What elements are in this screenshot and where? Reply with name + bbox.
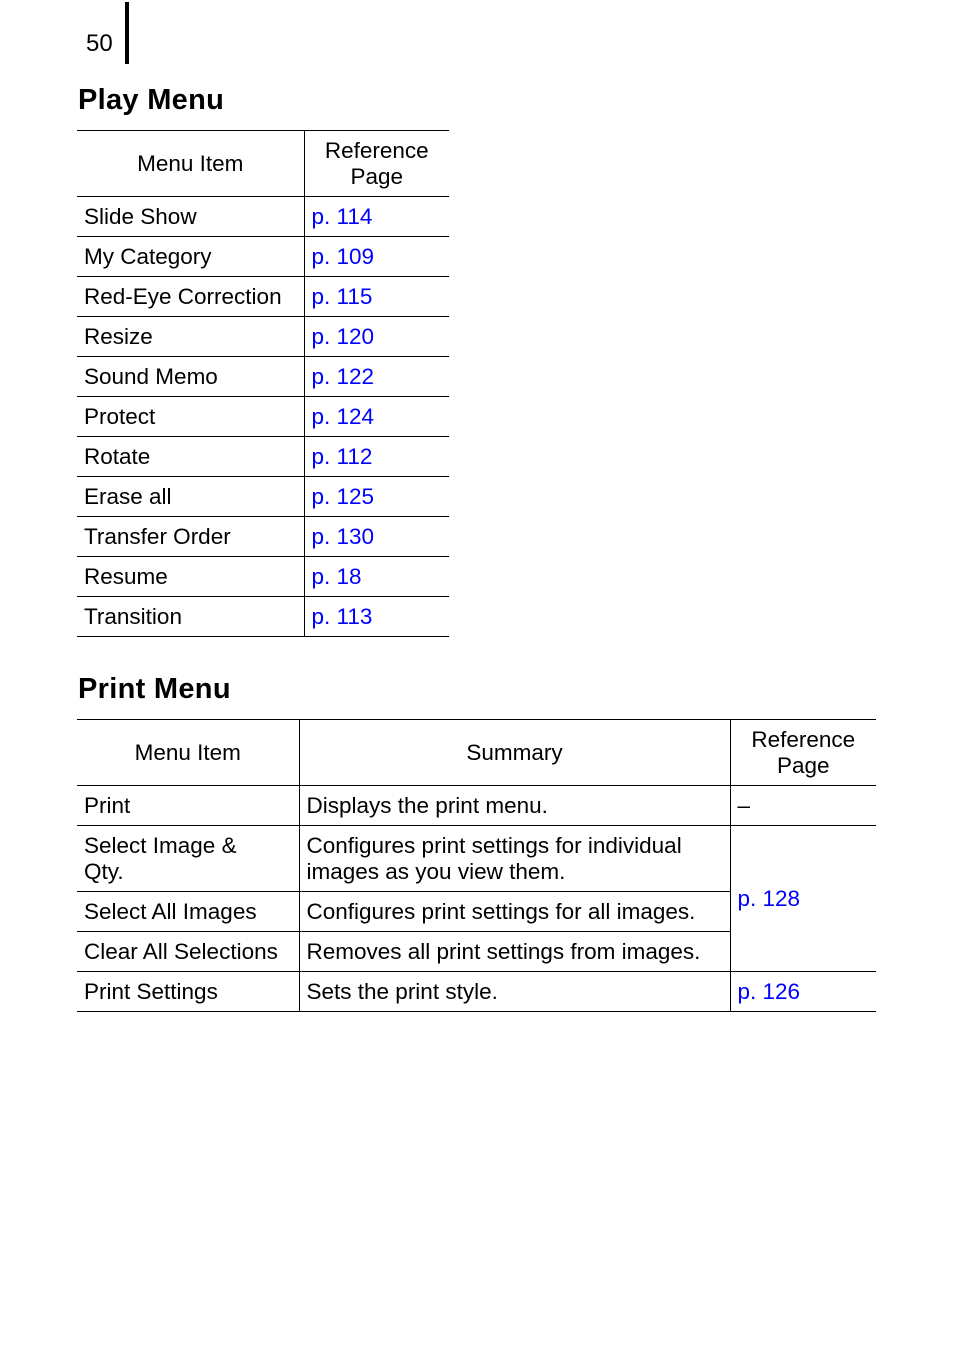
menu-item: Transition xyxy=(77,597,304,637)
menu-item: Select Image & Qty. xyxy=(77,826,299,892)
summary: Removes all print settings from images. xyxy=(299,932,730,972)
reference-page-link[interactable]: p. 128 xyxy=(730,826,876,972)
menu-item: Print Settings xyxy=(77,972,299,1012)
header-summary: Summary xyxy=(299,720,730,786)
reference-page-link[interactable]: p. 124 xyxy=(304,397,449,437)
reference-page-link[interactable]: p. 130 xyxy=(304,517,449,557)
reference-page-link[interactable]: p. 112 xyxy=(304,437,449,477)
reference-page-link[interactable]: p. 115 xyxy=(304,277,449,317)
menu-item: Clear All Selections xyxy=(77,932,299,972)
print-menu-table xyxy=(77,719,876,1012)
reference-page-link[interactable]: p. 109 xyxy=(304,237,449,277)
header-reference-page: Reference Page xyxy=(730,720,876,786)
table-row xyxy=(77,517,449,557)
page-number-divider xyxy=(125,2,129,64)
table-row xyxy=(77,317,449,357)
reference-page-link[interactable]: p. 126 xyxy=(730,972,876,1012)
summary: Configures print settings for all images. xyxy=(299,892,730,932)
table-row xyxy=(77,277,449,317)
print-menu-title: Print Menu xyxy=(78,673,231,705)
summary: Sets the print style. xyxy=(299,972,730,1012)
header-reference-page: Reference Page xyxy=(304,131,449,197)
menu-item: Resize xyxy=(77,317,304,357)
menu-item: My Category xyxy=(77,237,304,277)
reference-page-link[interactable]: p. 120 xyxy=(304,317,449,357)
table-header-row xyxy=(77,720,876,786)
table-row xyxy=(77,357,449,397)
reference-page-link[interactable]: p. 122 xyxy=(304,357,449,397)
header-menu-item: Menu Item xyxy=(77,720,299,786)
summary: Displays the print menu. xyxy=(299,786,730,826)
menu-item: Protect xyxy=(77,397,304,437)
menu-item: Print xyxy=(77,786,299,826)
reference-page-link[interactable]: p. 125 xyxy=(304,477,449,517)
menu-item: Erase all xyxy=(77,477,304,517)
table-row xyxy=(77,597,449,637)
reference-page-link[interactable]: p. 18 xyxy=(304,557,449,597)
page-number: 50 xyxy=(86,30,113,57)
menu-item: Resume xyxy=(77,557,304,597)
reference-page-link[interactable]: p. 113 xyxy=(304,597,449,637)
header-menu-item: Menu Item xyxy=(77,131,304,197)
menu-item: Transfer Order xyxy=(77,517,304,557)
play-menu-title: Play Menu xyxy=(78,84,225,116)
table-row xyxy=(77,237,449,277)
table-row xyxy=(77,557,449,597)
table-row xyxy=(77,397,449,437)
menu-item: Slide Show xyxy=(77,197,304,237)
menu-item: Select All Images xyxy=(77,892,299,932)
table-row xyxy=(77,197,449,237)
table-header-row xyxy=(77,131,449,197)
summary: Configures print settings for individual images as you view them. xyxy=(299,826,730,892)
play-menu-table xyxy=(77,130,449,637)
reference-page-link[interactable]: p. 114 xyxy=(304,197,449,237)
menu-item: Rotate xyxy=(77,437,304,477)
reference-page: – xyxy=(730,786,876,826)
menu-item: Red-Eye Correction xyxy=(77,277,304,317)
table-row xyxy=(77,477,449,517)
menu-item: Sound Memo xyxy=(77,357,304,397)
table-row xyxy=(77,437,449,477)
